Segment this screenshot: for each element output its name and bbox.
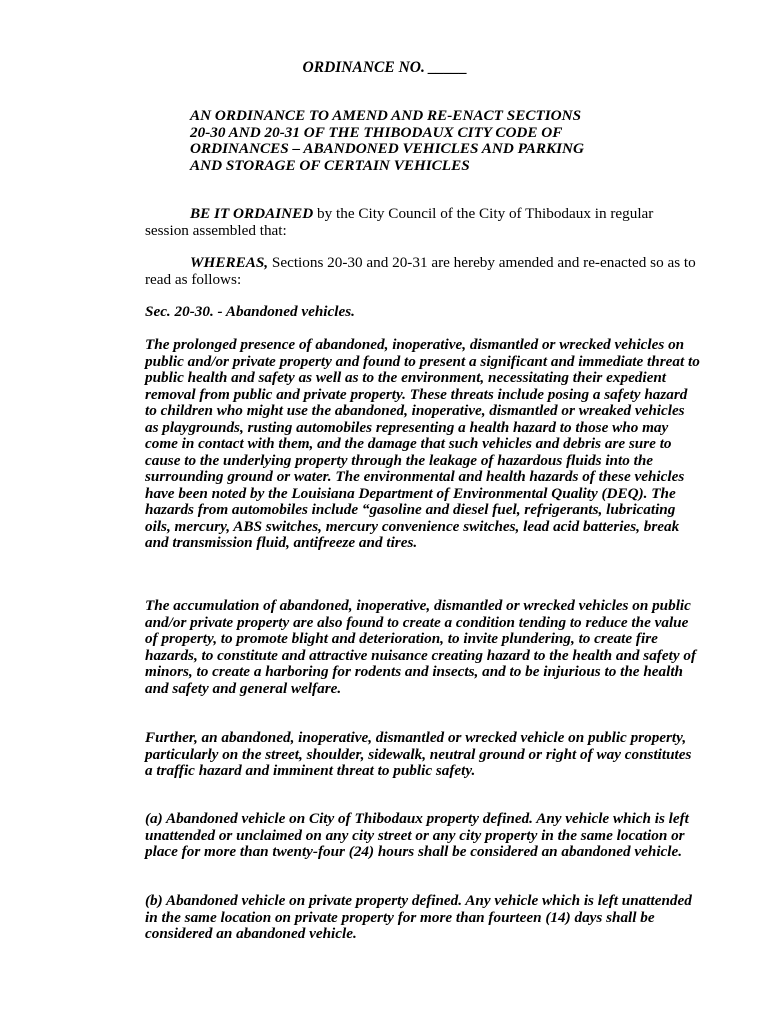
paragraph-definition-b: (b) Abandoned vehicle on private property defined. Any vehicle which is left unattended in the same location on private property for more than fourteen (14) days shall be considered an abandoned vehicle. <box>145 892 692 942</box>
paragraph-accumulation: The accumulation of abandoned, inoperative, dismantled or wrecked vehicles on public and/or private property are also found to create a condition tending to reduce the value of property, to promote blight and deterioration, to invite plundering, to create fire hazards, to constitute and attractive nuisance creating hazard to the health and safety of minors, to create a harboring for rodents and insects, and to be injurious to the health and safety and general welfare. <box>145 597 697 697</box>
paragraph-definition-a: (a) Abandoned vehicle on City of Thibodaux property defined. Any vehicle which is left unattended or unclaimed on any city street or any city property in the same location or place for more than twenty-four (24) hours shall be considered an abandoned vehicle. <box>145 810 689 860</box>
heading-line: 20-30 AND 20-31 OF THE THIBODAUX CITY CODE OF <box>190 123 563 141</box>
heading-line: AND STORAGE OF CERTAIN VEHICLES <box>190 157 470 175</box>
paragraph-hazards: The prolonged presence of abandoned, inoperative, dismantled or wrecked vehicles on public and/or private property and found to present a significant and immediate threat to public health and safety as well as to the environment, necessitating their expedient removal from public and private property. These threats include posing a safety hazard to children who might use the abandoned, inoperative, dismantled or wreaked vehicles as playgrounds, rusting automobiles representing a health hazard to those who may come in contact with them, and the damage that such vehicles and debris are sure to cause to the underlying property through the leakage of hazardous fluids into the surrounding ground or water. The environmental and health hazards of these vehicles have been noted by the Louisiana Department of Environmental Quality (DEQ). The hazards from automobiles include “gasoline and diesel fuel, refrigerants, lubricating oils, mercury, ABS switches, mercury convenience switches, lead acid batteries, break and transmission fluid, antifreeze and tires. <box>145 336 700 551</box>
whereas-text: Sections 20-30 and 20-31 are hereby amended and re-enacted so as to read as follows: <box>145 254 696 288</box>
ordained-text: by the City Council of the City of Thibodaux in regular session assembled that: <box>145 205 654 239</box>
ordained-lead: BE IT ORDAINED <box>190 205 314 222</box>
heading-line: ORDINANCES – ABANDONED VEHICLES AND PARKING <box>190 140 584 158</box>
ordained-paragraph <box>145 206 700 239</box>
paragraph-public-property: Further, an abandoned, inoperative, dismantled or wrecked vehicle on public property, particularly on the street, shoulder, sidewalk, neutral ground or right of way constitutes a traffic hazard and imminent threat to public safety. <box>145 729 692 779</box>
ordinance-title: ORDINANCE NO. _____ <box>302 59 468 76</box>
ordinance-heading <box>190 108 710 175</box>
section-title: Sec. 20-30. - Abandoned vehicles. <box>145 303 355 320</box>
whereas-lead: WHEREAS, <box>190 254 269 271</box>
whereas-paragraph <box>145 255 700 288</box>
heading-line: AN ORDINANCE TO AMEND AND RE-ENACT SECTIONS <box>190 107 582 124</box>
